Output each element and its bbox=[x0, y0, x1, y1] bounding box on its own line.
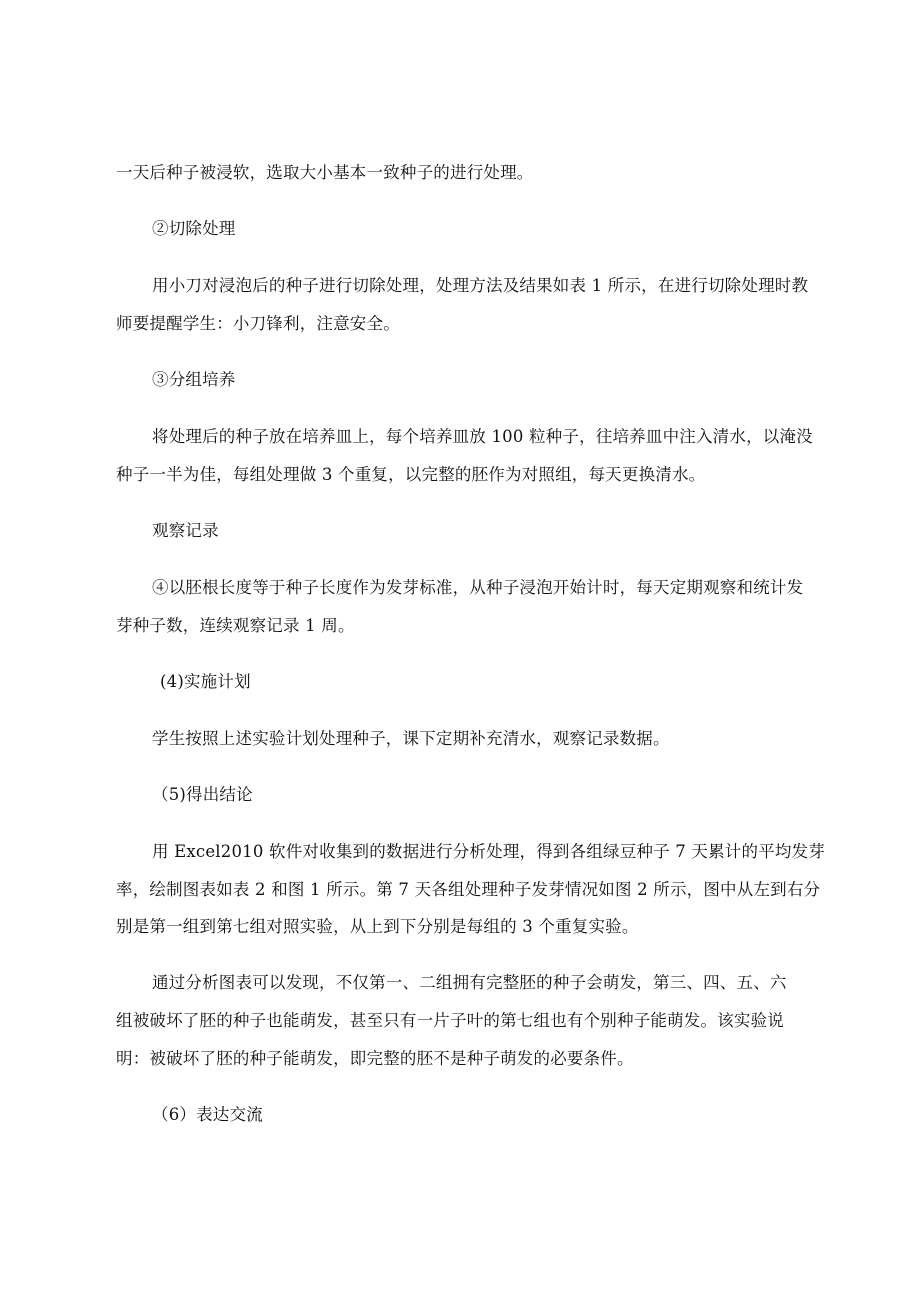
paragraph-line: 通过分析图表可以发现，不仅第一、二组拥有完整胚的种子会萌发，第三、四、五、六 bbox=[152, 973, 787, 992]
section-heading-culture: ③分组培养 bbox=[152, 370, 236, 389]
section-heading-express: （6）表达交流 bbox=[152, 1105, 263, 1124]
paragraph-line: 率，绘制图表如表 2 和图 1 所示。第 7 天各组处理种子发芽情况如图 2 所示，图中从左到右分 bbox=[116, 880, 821, 899]
section-heading-cut: ②切除处理 bbox=[152, 219, 236, 238]
section-heading-observe: 观察记录 bbox=[152, 521, 219, 540]
section-heading-plan: (4)实施计划 bbox=[160, 672, 251, 691]
paragraph-line: 用小刀对浸泡后的种子进行切除处理，处理方法及结果如表 1 所示，在进行切除处理时教 bbox=[152, 276, 809, 295]
paragraph-line: 别是第一组到第七组对照实验，从上到下分别是每组的 3 个重复实验。 bbox=[116, 917, 639, 936]
section-heading-conclusion: （5)得出结论 bbox=[152, 785, 253, 804]
paragraph-line: 将处理后的种子放在培养皿上，每个培养皿放 100 粒种子，往培养皿中注入清水，以淹没 bbox=[152, 427, 813, 446]
paragraph-line: 组被破坏了胚的种子也能萌发，甚至只有一片子叶的第七组也有个别种子能萌发。该实验说 bbox=[116, 1011, 784, 1030]
paragraph-line: 用 Excel2010 软件对收集到的数据进行分析处理，得到各组绿豆种子 7 天累计的平均发芽 bbox=[152, 842, 826, 861]
paragraph-line: 种子一半为佳，每组处理做 3 个重复，以完整的胚作为对照组，每天更换清水。 bbox=[116, 465, 706, 484]
paragraph-line: 明：被破坏了胚的种子能萌发，即完整的胚不是种子萌发的必要条件。 bbox=[116, 1049, 634, 1068]
paragraph-line: 师要提醒学生：小刀锋利，注意安全。 bbox=[116, 314, 400, 333]
paragraph-line: 芽种子数，连续观察记录 1 周。 bbox=[116, 616, 355, 635]
paragraph-line: 一天后种子被浸软，选取大小基本一致种子的进行处理。 bbox=[116, 163, 534, 182]
paragraph-line: 学生按照上述实验计划处理种子，课下定期补充清水，观察记录数据。 bbox=[152, 729, 670, 748]
paragraph-line: ④以胚根长度等于种子长度作为发芽标准，从种子浸泡开始计时，每天定期观察和统计发 bbox=[152, 578, 804, 597]
